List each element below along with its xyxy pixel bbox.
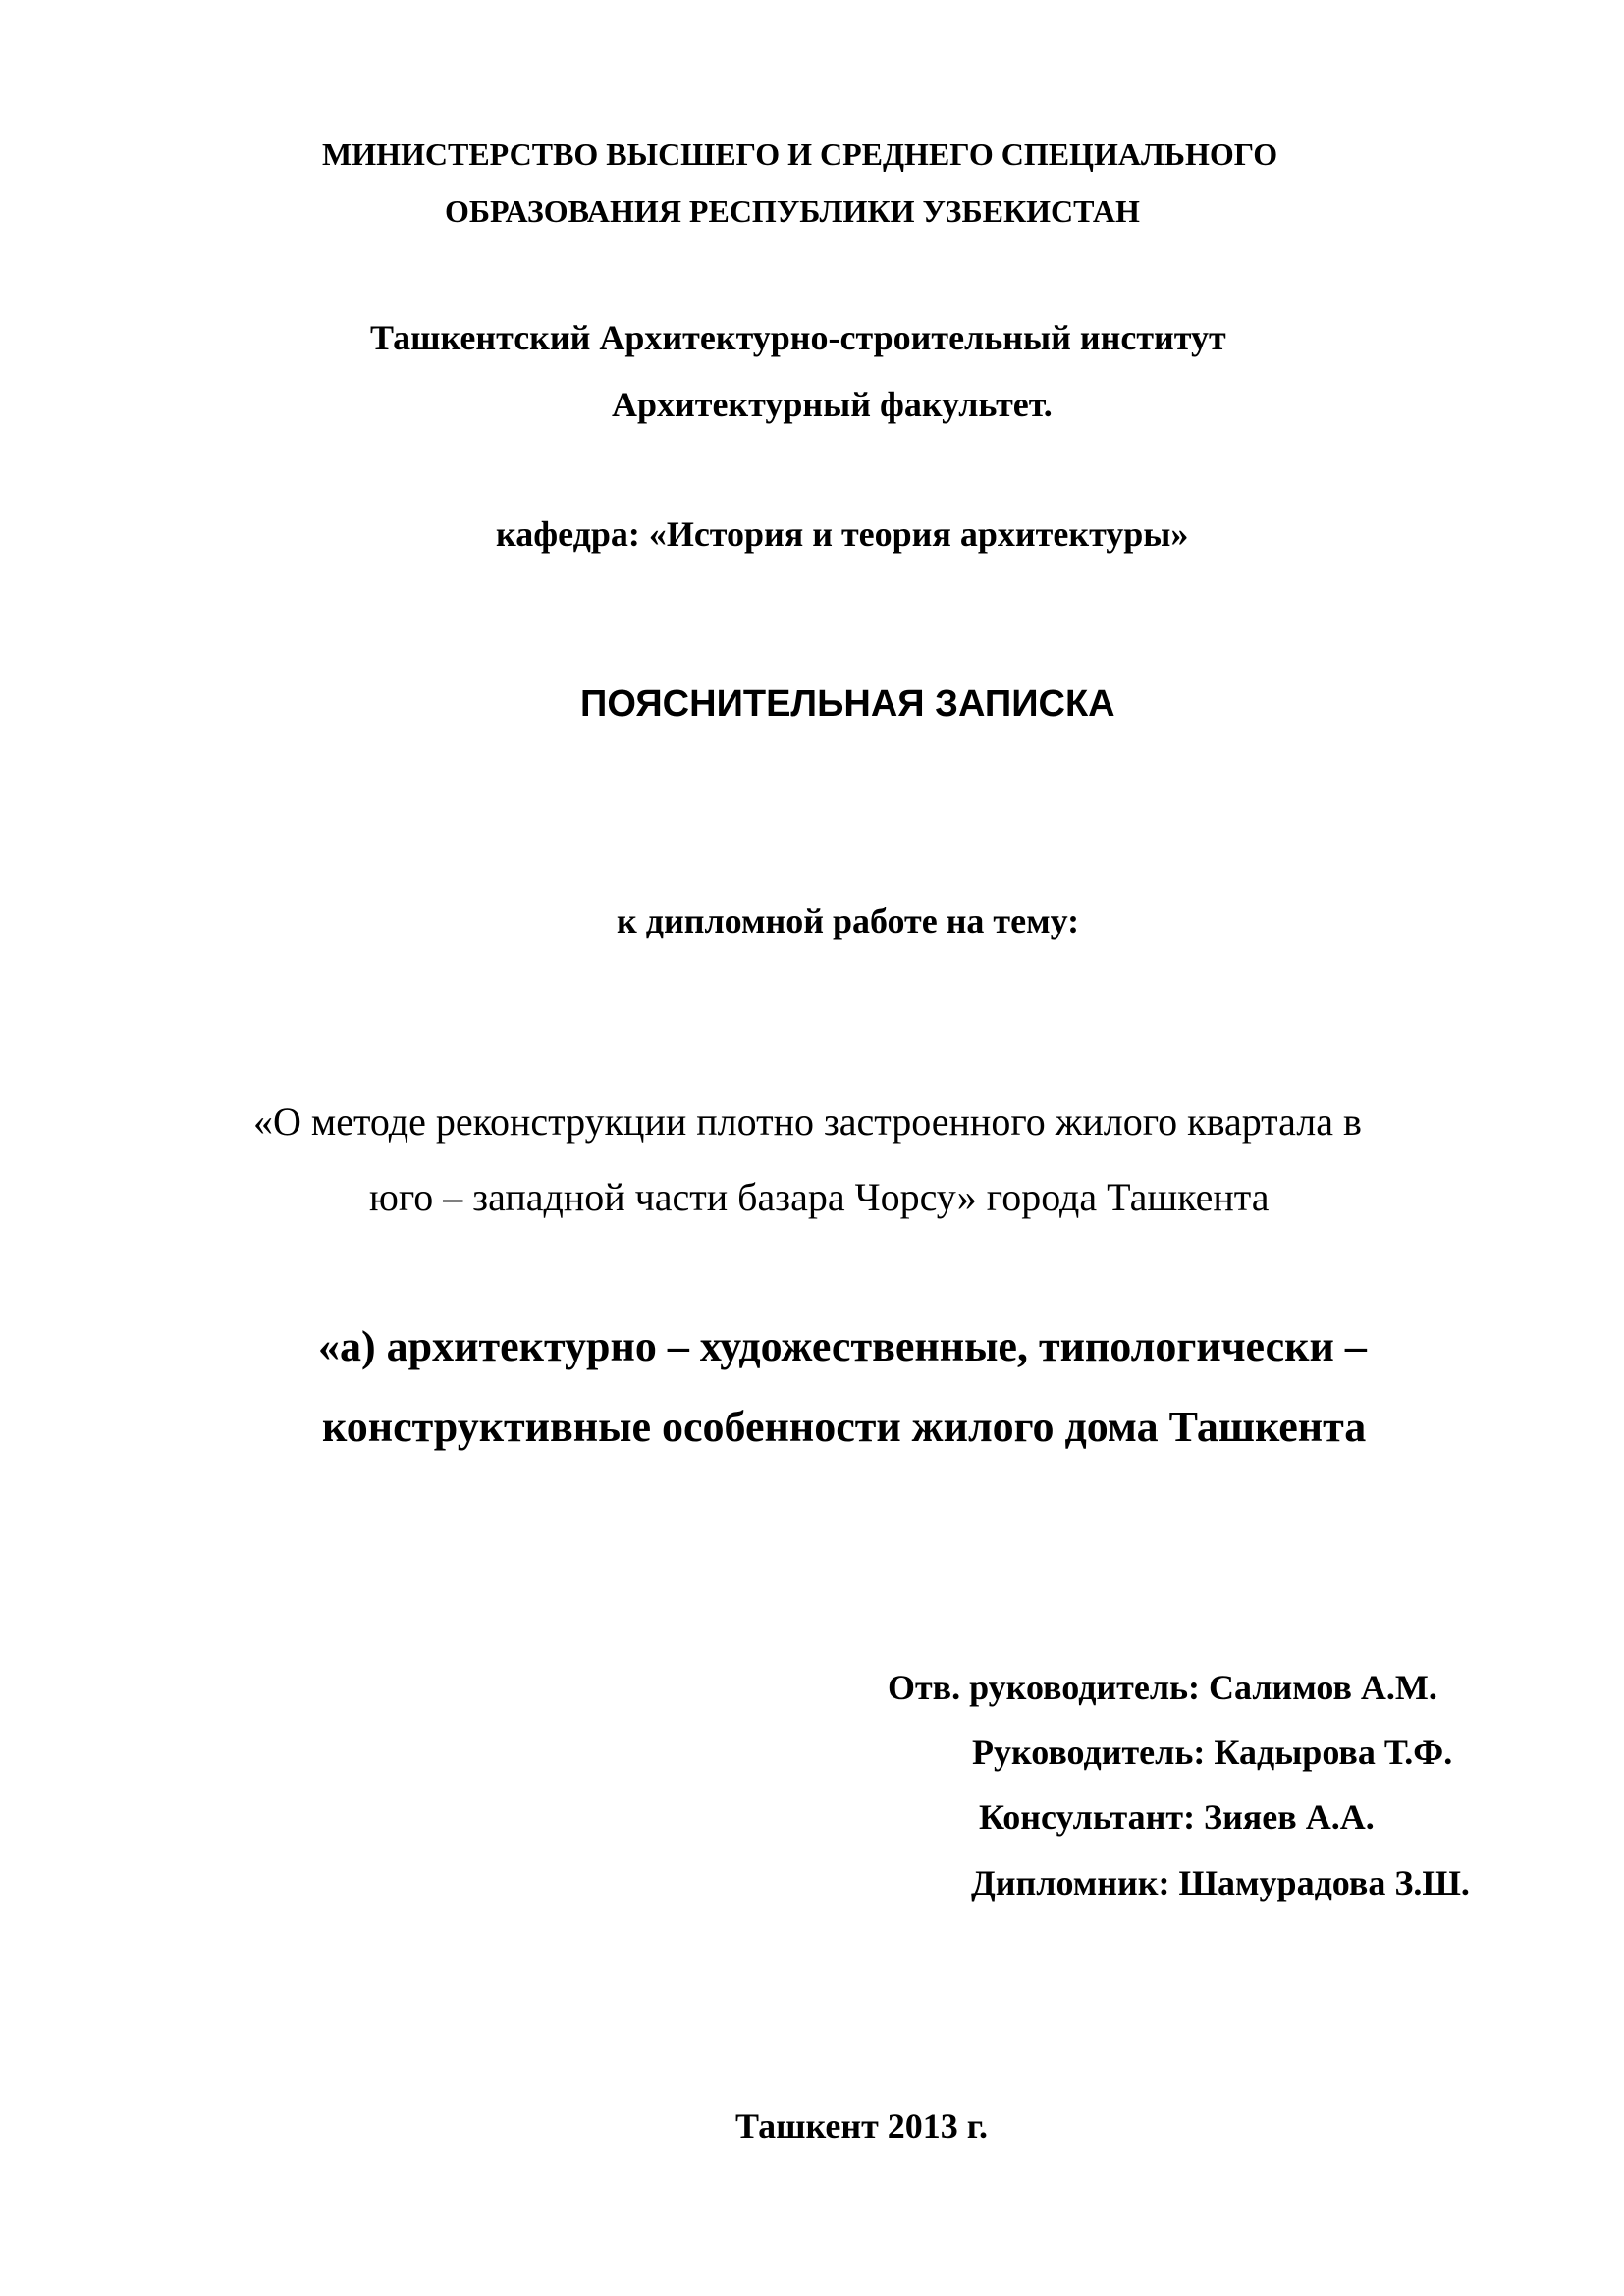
department-name: кафедра: «История и теория архитектуры» [496,514,1189,554]
topic-line-2: юго – западной части базара Чорсу» города Ташкента [369,1175,1270,1219]
supervisor: Руководитель: Кадырова Т.Ф. [972,1733,1453,1772]
subtopic-line-2: конструктивные особенности жилого дома Ташкента [322,1403,1367,1451]
graduate-student: Дипломник: Шамурадова З.Ш. [971,1863,1470,1902]
document-subtitle: к дипломной работе на тему: [617,901,1080,940]
ministry-line-1: МИНИСТЕРСТВО ВЫСШЕГО И СРЕДНЕГО СПЕЦИАЛЬНОГО [322,136,1278,172]
institute-name: Ташкентский Архитектурно-строительный институт [370,318,1226,357]
topic-line-1: «О методе реконструкции плотно застроенного жилого квартала в [253,1099,1362,1144]
document-title: ПОЯСНИТЕЛЬНАЯ ЗАПИСКА [580,683,1115,724]
consultant: Консультант: Зияев А.А. [979,1797,1375,1837]
faculty-name: Архитектурный факультет. [612,385,1053,424]
chief-supervisor: Отв. руководитель: Салимов А.М. [888,1668,1437,1707]
ministry-line-2: ОБРАЗОВАНИЯ РЕСПУБЛИКИ УЗБЕКИСТАН [445,193,1140,229]
subtopic-line-1: «а) архитектурно – художественные, типологически – [318,1322,1367,1370]
city-and-year: Ташкент 2013 г. [735,2107,989,2146]
